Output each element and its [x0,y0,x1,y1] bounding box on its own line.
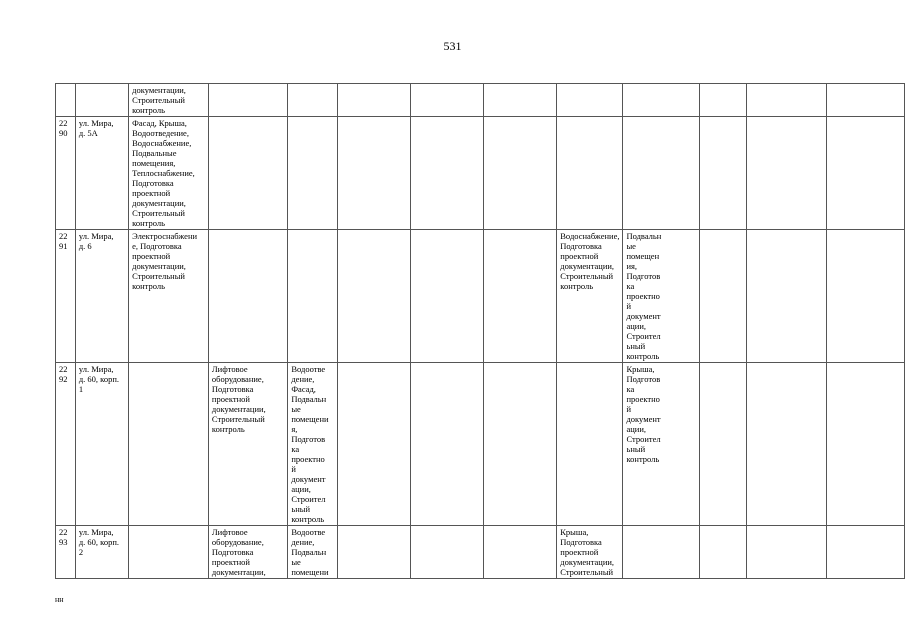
work-cell [338,526,411,579]
row-number-cell: 22 93 [56,526,76,579]
work-cell [411,363,484,526]
work-cell [484,526,557,579]
work-cell [747,230,827,363]
work-cell: документации, Строительный контроль [129,84,209,117]
work-cell [484,117,557,230]
work-cell: Водоотве дение, Подвальн ые помещени [288,526,338,579]
address-cell: ул. Мира, д. 60, корп. 2 [75,526,128,579]
work-cell [827,363,905,526]
work-cell [827,526,905,579]
work-cell [208,84,287,117]
repair-schedule-table [55,83,905,579]
work-cell: Водоснабжение, Подготовка проектной документации, Строительный контроль [557,230,623,363]
address-cell: ул. Мира, д. 60, корп. 1 [75,363,128,526]
row-number-cell: 22 92 [56,363,76,526]
work-cell [338,230,411,363]
work-cell [557,117,623,230]
work-cell [338,363,411,526]
work-cell [338,117,411,230]
work-cell [827,84,905,117]
work-cell [557,363,623,526]
work-cell [700,84,747,117]
work-cell [208,230,287,363]
work-cell [484,230,557,363]
address-cell [75,84,128,117]
footer-mark: нн [55,595,64,604]
work-cell: Лифтовое оборудование, Подготовка проектной документации, Строительный контроль [208,363,287,526]
work-cell: Лифтовое оборудование, Подготовка проектной документации, [208,526,287,579]
work-cell [827,117,905,230]
work-cell [288,84,338,117]
work-cell [623,84,700,117]
work-cell [411,84,484,117]
work-cell: Крыша, Подготовка проектной документации, Строительный [557,526,623,579]
work-cell [288,117,338,230]
work-cell [288,230,338,363]
work-cell [623,526,700,579]
row-number-cell [56,84,76,117]
work-cell [338,84,411,117]
table-row [56,230,905,363]
work-cell [484,363,557,526]
table-row [56,526,905,579]
table-row [56,117,905,230]
work-cell: Водоотве дение, Фасад, Подвальн ые помещени я, Подготов ка проектно й документ ации, Строител ьный контроль [288,363,338,526]
work-cell: Электроснабжени е, Подготовка проектной документации, Строительный контроль [129,230,209,363]
work-cell: Подвальн ые помещен ия, Подготов ка проектно й документ ации, Строител ьный контроль [623,230,700,363]
work-cell: Крыша, Подготов ка проектно й документ ации, Строител ьный контроль [623,363,700,526]
work-cell [129,526,209,579]
work-cell [700,117,747,230]
work-cell [747,363,827,526]
page-number: 531 [443,39,462,53]
work-cell [411,230,484,363]
work-cell [623,117,700,230]
work-cell [700,363,747,526]
work-cell: Фасад, Крыша, Водоотведение, Водоснабжение, Подвальные помещения, Теплоснабжение, Подготовка проектной документации, Строительный контроль [129,117,209,230]
table-row [56,84,905,117]
work-cell [557,84,623,117]
work-cell [827,230,905,363]
table-row [56,363,905,526]
work-cell [208,117,287,230]
work-cell [411,117,484,230]
row-number-cell: 22 90 [56,117,76,230]
work-cell [747,84,827,117]
work-cell [700,230,747,363]
address-cell: ул. Мира, д. 5А [75,117,128,230]
work-cell [747,526,827,579]
work-cell [411,526,484,579]
address-cell: ул. Мира, д. 6 [75,230,128,363]
work-cell [700,526,747,579]
row-number-cell: 22 91 [56,230,76,363]
work-cell [484,84,557,117]
work-cell [129,363,209,526]
work-cell [747,117,827,230]
